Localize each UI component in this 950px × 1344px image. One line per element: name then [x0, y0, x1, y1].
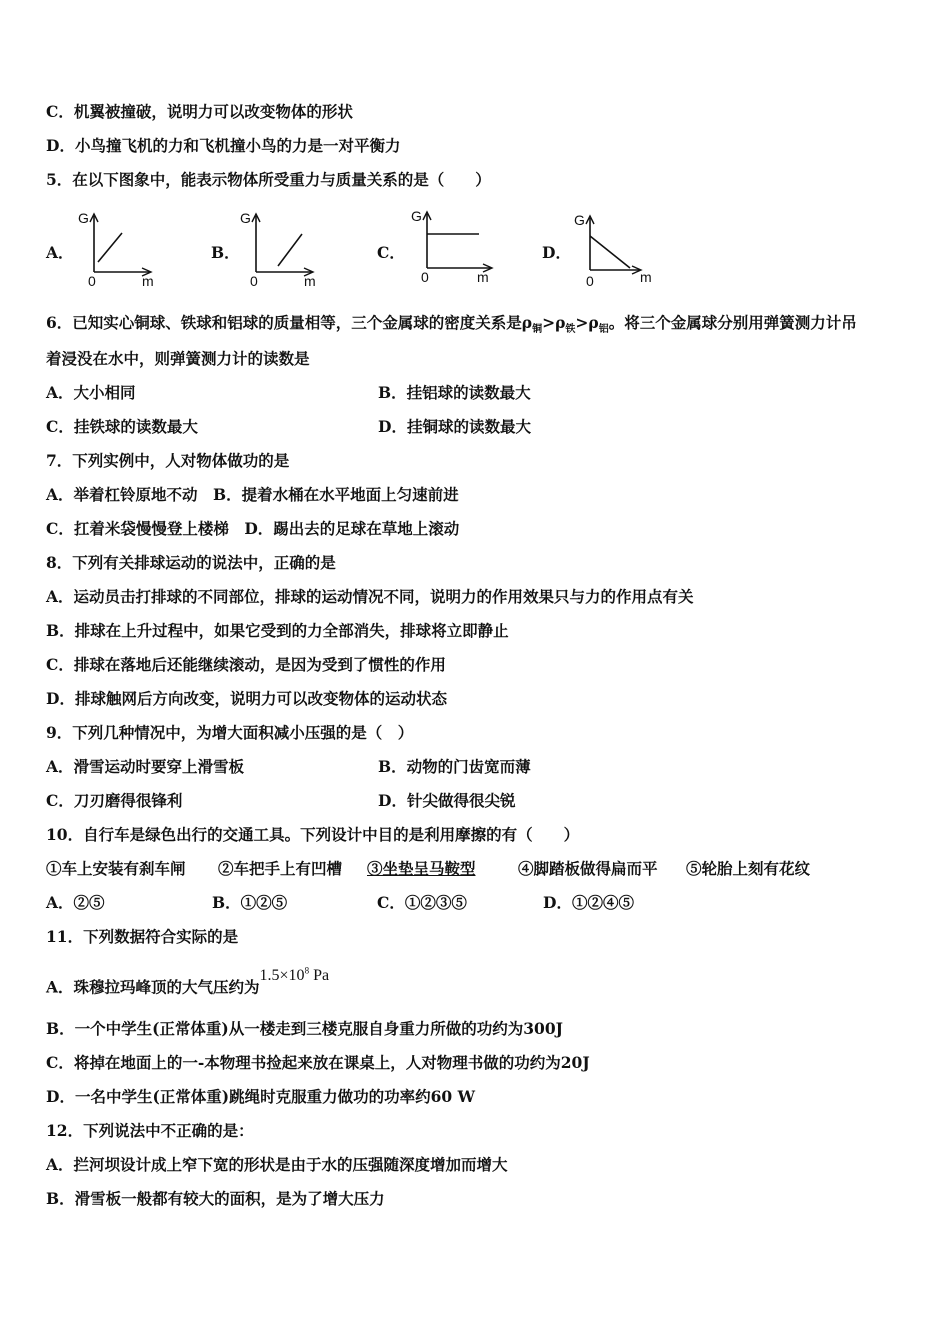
q10-item-3: ③坐垫呈马鞍型: [367, 859, 476, 878]
q5-label-d: D．: [542, 243, 571, 262]
q8-option-a: A．运动员击打排球的不同部位，排球的运动情况不同，说明力的作用效果只与力的作用点有关: [46, 587, 694, 606]
q5-b-axis-x: m: [304, 273, 316, 289]
q12-option-b: B．滑雪板一般都有较大的面积，是为了增大压力: [46, 1189, 385, 1208]
rho-symbol: ρ: [521, 313, 533, 332]
q5-d-axis-x: m: [640, 269, 652, 285]
q5-a-line: [98, 233, 122, 262]
q11-option-a-text: A．珠穆拉玛峰顶的大气压约为: [46, 977, 260, 997]
q12-stem: 12．下列说法中不正确的是：: [46, 1121, 254, 1140]
q6-stem-part2: 。将三个金属球分别用弹簧测力计吊: [608, 313, 857, 332]
q6-stem-part1: 6．已知实心铜球、铁球和铝球的质量相等，三个金属球的密度关系是: [46, 313, 522, 332]
q5-d-axis-y: G: [574, 212, 585, 228]
q10-item-4: ④脚踏板做得扁而平: [518, 859, 658, 878]
q10-option-c: C．①②③⑤: [377, 893, 467, 912]
q12-option-a: A．拦河坝设计成上窄下宽的形状是由于水的压强随深度增加而增大: [46, 1155, 508, 1174]
q5-graph-b: [240, 206, 340, 290]
q11-option-b: B．一个中学生(正常体重)从一楼走到三楼克服自身重力所做的功约为300J: [46, 1019, 563, 1038]
q5-graph-d: [574, 208, 664, 292]
gt-sign: >: [575, 313, 589, 332]
q7-stem: 7．下列实例中，人对物体做功的是: [46, 451, 290, 470]
q8-option-d: D．排球触网后方向改变，说明力可以改变物体的运动状态: [46, 689, 447, 708]
q5-c-axis-x: m: [477, 269, 489, 285]
q9-stem: 9．下列几种情况中，为增大面积减小压强的是（ ）: [46, 723, 414, 742]
q9-option-b: B．动物的门齿宽而薄: [378, 757, 531, 776]
q9-option-c: C．刀刃磨得很锋利: [46, 791, 183, 810]
q10-stem: 10．自行车是绿色出行的交通工具。下列设计中目的是利用摩擦的有（ ）: [46, 825, 580, 844]
expr-exponent: 8: [304, 966, 310, 976]
q10-item-1: ①车上安装有刹车闸: [46, 859, 186, 878]
q10-item-5: ⑤轮胎上刻有花纹: [686, 859, 811, 878]
rho-sub-copper: 铜: [532, 324, 543, 336]
q5-c-origin: 0: [421, 269, 429, 285]
q5-c-axis-y: G: [411, 208, 422, 224]
q6-option-b: B．挂铝球的读数最大: [378, 383, 531, 402]
q10-option-d: D．①②④⑤: [543, 893, 634, 912]
q5-label-c: C．: [377, 243, 405, 262]
q11-option-c: C．将掉在地面上的一-本物理书捡起来放在课桌上，人对物理书做的功约为20J: [46, 1053, 590, 1072]
q5-a-axis-y: G: [78, 210, 89, 226]
q10-item-2: ②车把手上有凹槽: [218, 859, 343, 878]
q11-stem: 11．下列数据符合实际的是: [46, 927, 239, 946]
q5-d-origin: 0: [586, 273, 594, 289]
q5-b-line: [278, 234, 302, 266]
q8-option-b: B．排球在上升过程中，如果它受到的力全部消失，排球将立即静止: [46, 621, 509, 640]
q6-option-c: C．挂铁球的读数最大: [46, 417, 198, 436]
q5-b-origin: 0: [250, 273, 258, 289]
q5-label-b: B．: [211, 243, 240, 262]
q4-option-d: D．小鸟撞飞机的力和飞机撞小鸟的力是一对平衡力: [46, 136, 401, 155]
q4-option-c: C．机翼被撞破，说明力可以改变物体的形状: [46, 102, 353, 121]
q9-option-d: D．针尖做得很尖锐: [378, 791, 516, 810]
q7-options-cd: C．扛着米袋慢慢登上楼梯 D．踢出去的足球在草地上滚动: [46, 519, 460, 538]
pressure-expression: [260, 967, 330, 984]
q11-option-a: [46, 966, 330, 998]
rho-sub-iron: 铁: [565, 324, 576, 336]
q7-options-ab: A．举着杠铃原地不动 B．提着水桶在水平地面上匀速前进: [46, 485, 459, 504]
q9-option-a: A．滑雪运动时要穿上滑雪板: [46, 757, 245, 776]
q8-stem: 8．下列有关排球运动的说法中，正确的是: [46, 553, 336, 572]
q6-option-a: A．大小相同: [46, 383, 136, 402]
rho-symbol: ρ: [555, 313, 566, 332]
expr-unit: Pa: [309, 967, 330, 985]
q5-graph-a: [78, 206, 178, 290]
q10-option-b: B．①②⑤: [212, 893, 288, 912]
q5-label-a: A．: [46, 243, 74, 262]
q6-stem: [46, 313, 857, 340]
rho-sub-aluminum: 铝: [598, 324, 609, 336]
q11-option-d: D．一名中学生(正常体重)跳绳时克服重力做功的功率约60 W: [46, 1087, 475, 1106]
gt-sign: >: [542, 313, 556, 332]
q10-option-a: A．②⑤: [46, 893, 105, 912]
rho-symbol: ρ: [588, 313, 599, 332]
q5-a-origin: 0: [88, 273, 96, 289]
q5-graph-c: [411, 204, 521, 288]
q5-b-axis-y: G: [240, 210, 251, 226]
expr-base: 1.5×10: [259, 967, 305, 985]
q6-stem-line2: 着浸没在水中，则弹簧测力计的读数是: [46, 349, 310, 368]
q5-stem: 5．在以下图象中，能表示物体所受重力与质量关系的是（ ）: [46, 170, 491, 189]
q5-a-axis-x: m: [142, 273, 154, 289]
q5-d-line: [590, 236, 630, 268]
q8-option-c: C．排球在落地后还能继续滚动，是因为受到了惯性的作用: [46, 655, 446, 674]
q6-option-d: D．挂铜球的读数最大: [378, 417, 531, 436]
